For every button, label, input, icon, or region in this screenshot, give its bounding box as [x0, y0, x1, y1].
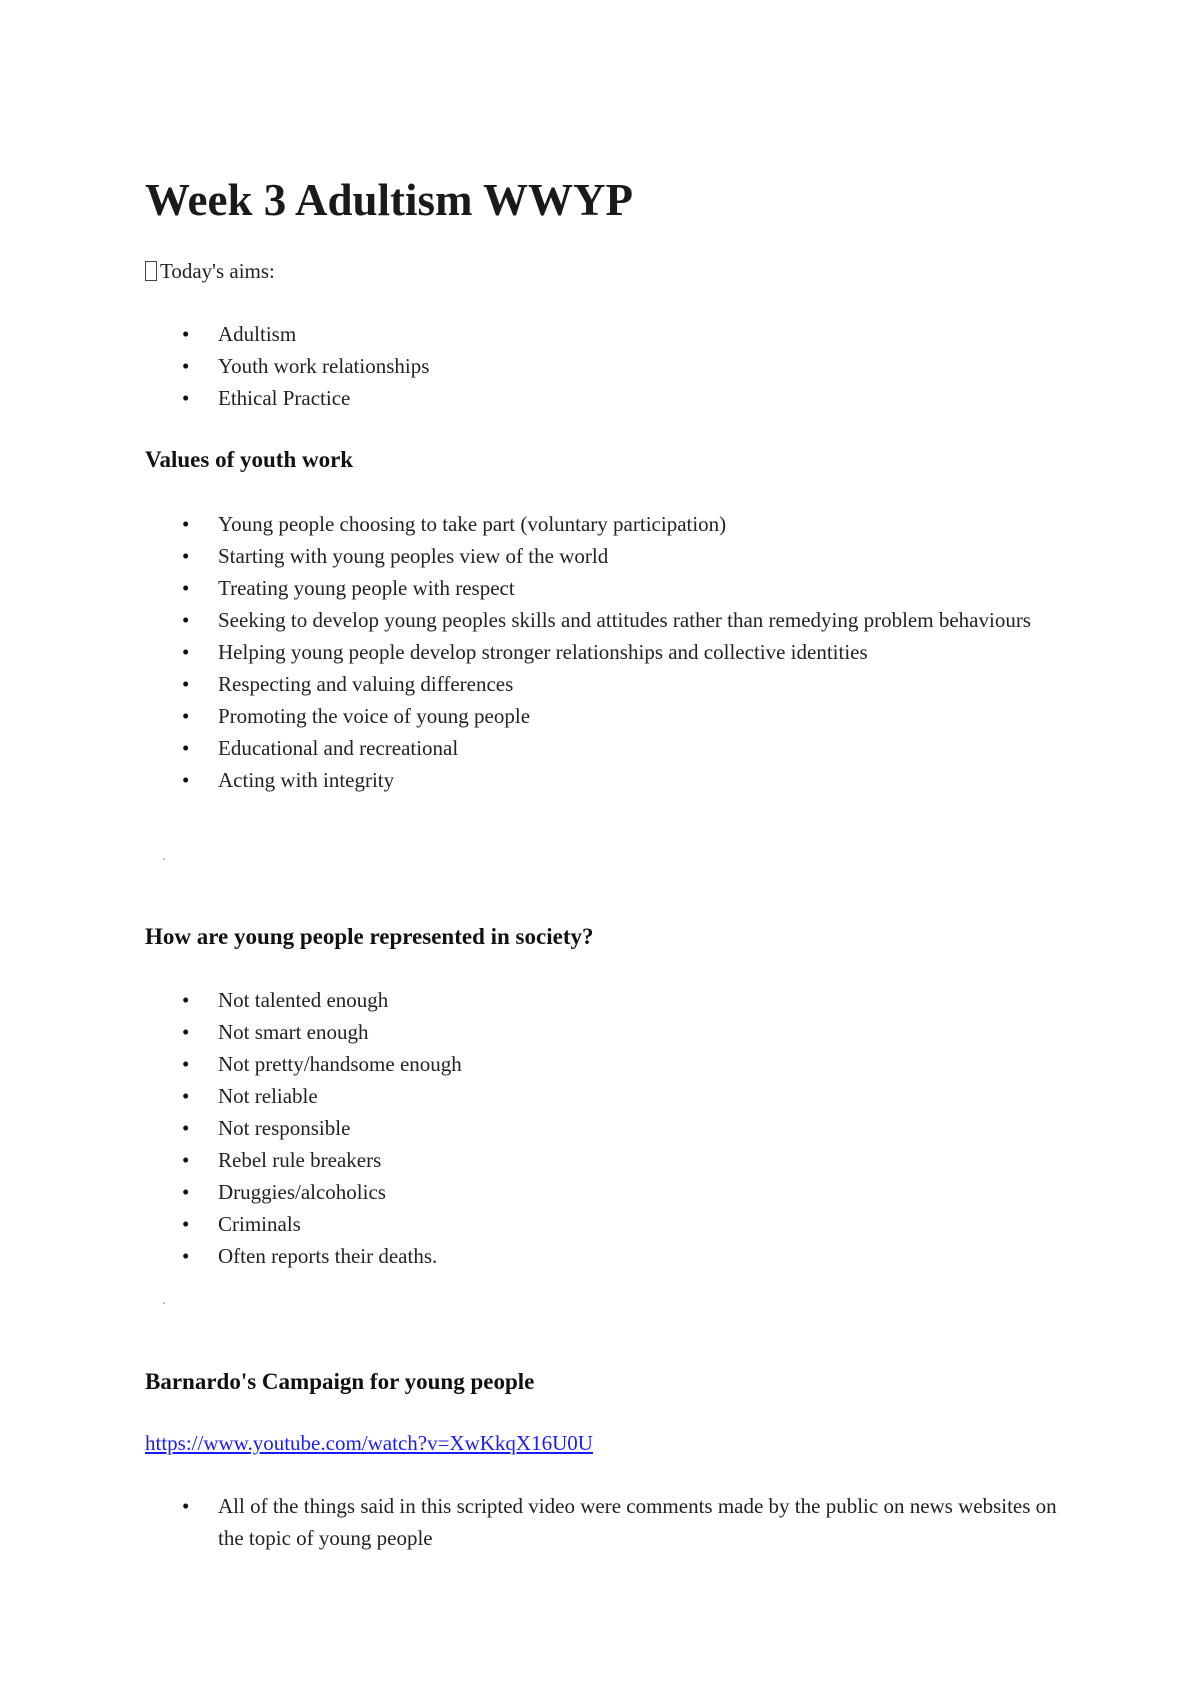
- missing-glyph-icon: [145, 261, 157, 281]
- represented-heading: How are young people represented in society?: [145, 924, 594, 949]
- bullet-icon: •: [182, 1244, 190, 1268]
- list-item: • Helping young people develop stronger relationships and collective identities: [0, 636, 1058, 668]
- list-item: • Acting with integrity: [0, 764, 1058, 796]
- bullet-icon: •: [182, 322, 190, 346]
- bullet-icon: •: [182, 736, 190, 760]
- empty-paragraph-marker: [163, 1302, 165, 1304]
- list-item: • Adultism: [0, 318, 1058, 350]
- bullet-icon: •: [182, 640, 190, 664]
- video-link[interactable]: https://www.youtube.com/watch?v=XwKkqX16U0U: [145, 1431, 593, 1455]
- list-item: • Not pretty/handsome enough: [0, 1048, 1058, 1080]
- aims-label: [145, 257, 275, 285]
- empty-paragraph-marker: [163, 858, 165, 860]
- bullet-icon: •: [182, 386, 190, 410]
- list-item: • Not talented enough: [0, 984, 1058, 1016]
- list-item: • Ethical Practice: [0, 382, 1058, 414]
- list-item: • Young people choosing to take part (voluntary participation): [0, 508, 1058, 540]
- list-item: • Promoting the voice of young people: [0, 700, 1058, 732]
- list-item: • Educational and recreational: [0, 732, 1058, 764]
- bullet-icon: •: [182, 1084, 190, 1108]
- bullet-icon: •: [182, 608, 190, 632]
- bullet-icon: •: [182, 1148, 190, 1172]
- represented-list: [0, 984, 1058, 1272]
- list-item: • Not reliable: [0, 1080, 1058, 1112]
- list-item: • Not smart enough: [0, 1016, 1058, 1048]
- list-item: • Respecting and valuing differences: [0, 668, 1058, 700]
- list-item: • Criminals: [0, 1208, 1058, 1240]
- list-item: • Often reports their deaths.: [0, 1240, 1058, 1272]
- bullet-icon: •: [182, 1020, 190, 1044]
- aims-list: [0, 318, 1058, 414]
- list-item: • All of the things said in this scripted video were comments made by the public on news websites on the topic of young people: [0, 1490, 1058, 1554]
- bullet-icon: •: [182, 704, 190, 728]
- list-item: • Youth work relationships: [0, 350, 1058, 382]
- bullet-icon: •: [182, 576, 190, 600]
- bullet-icon: •: [182, 1180, 190, 1204]
- list-item: • Seeking to develop young peoples skills and attitudes rather than remedying problem behaviours: [0, 604, 1058, 636]
- bullet-icon: •: [182, 1494, 190, 1518]
- bullet-icon: •: [182, 1116, 190, 1140]
- values-heading: Values of youth work: [145, 447, 354, 472]
- list-item: • Treating young people with respect: [0, 572, 1058, 604]
- bullet-icon: •: [182, 1052, 190, 1076]
- values-list: [0, 508, 1058, 796]
- barnardos-heading: Barnardo's Campaign for young people: [145, 1369, 535, 1394]
- list-item: • Rebel rule breakers: [0, 1144, 1058, 1176]
- barnardos-list: [0, 1490, 1058, 1554]
- bullet-icon: •: [182, 512, 190, 536]
- bullet-icon: •: [182, 988, 190, 1012]
- bullet-icon: •: [182, 768, 190, 792]
- list-item: • Starting with young peoples view of the world: [0, 540, 1058, 572]
- document-title: Week 3 Adultism WWYP: [145, 175, 633, 225]
- bullet-icon: •: [182, 1212, 190, 1236]
- aims-label-text: Today's aims:: [160, 259, 275, 283]
- bullet-icon: •: [182, 544, 190, 568]
- bullet-icon: •: [182, 672, 190, 696]
- list-item: • Not responsible: [0, 1112, 1058, 1144]
- bullet-icon: •: [182, 354, 190, 378]
- list-item: • Druggies/alcoholics: [0, 1176, 1058, 1208]
